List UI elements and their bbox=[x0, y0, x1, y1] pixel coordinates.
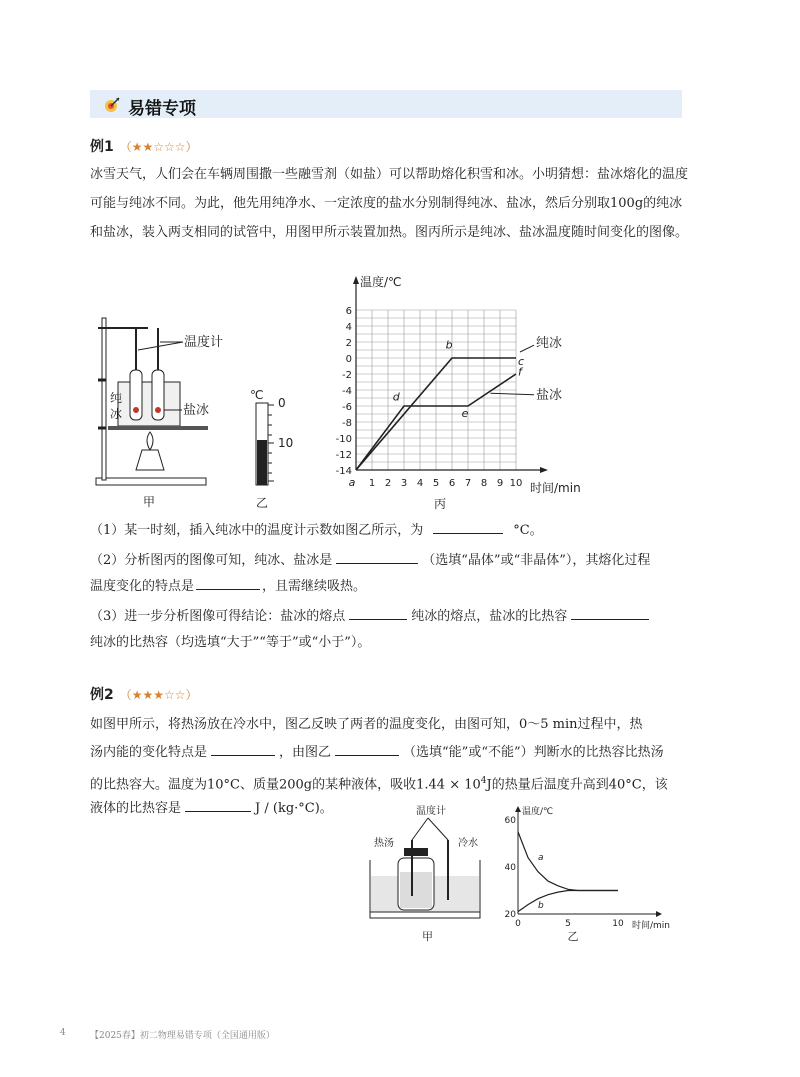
q2-text-d: ，且需继续吸热。 bbox=[262, 579, 367, 594]
x-axis-arrow bbox=[656, 911, 662, 917]
x-tick-label: 1 bbox=[368, 478, 376, 489]
x-axis-arrow bbox=[540, 467, 548, 473]
point-label-e: e bbox=[461, 407, 469, 421]
y-tick-label: 40 bbox=[504, 863, 516, 873]
e2-line3-sup: 4 bbox=[480, 776, 487, 786]
y-axis-label: 温度/℃ bbox=[360, 275, 402, 289]
q2-text-c: 温度变化的特点是 bbox=[90, 579, 195, 594]
target-dart-icon bbox=[102, 95, 122, 115]
e2-line2-b: ，由图乙 bbox=[279, 745, 332, 760]
q2-answer-blank-2[interactable] bbox=[196, 575, 260, 590]
q2-text-a: （2）分析图丙的图像可知，纯冰、盐冰是 bbox=[90, 553, 333, 568]
y-tick-label: 6 bbox=[345, 306, 352, 317]
figure-bing-caption: 丙 bbox=[433, 497, 447, 511]
series-label-a: a bbox=[538, 852, 544, 863]
x-axis-label: 时间/min bbox=[632, 921, 670, 931]
y-tick-label: 20 bbox=[504, 910, 516, 920]
pure-ice-label-2: 冰 bbox=[110, 407, 123, 421]
pure-ice-label-1: 纯 bbox=[110, 391, 123, 405]
example1-q2 bbox=[90, 548, 700, 574]
e2-answer-blank-3[interactable] bbox=[185, 797, 251, 812]
example1-number: 例1 bbox=[90, 139, 114, 155]
y-axis-arrow bbox=[515, 806, 521, 812]
salt-ice-label: 盐冰 bbox=[183, 403, 210, 418]
y-tick-label: -8 bbox=[342, 418, 352, 429]
x-tick-label: 10 bbox=[612, 919, 624, 929]
x-tick-label: 9 bbox=[496, 478, 504, 489]
e2-line2-c: （选填“能”或“不能”）判断水的比热容比热汤 bbox=[403, 745, 664, 760]
x-tick-label: 7 bbox=[464, 478, 472, 489]
y-tick-label: -12 bbox=[335, 450, 352, 461]
pure-ice-series-label: 纯冰 bbox=[536, 336, 563, 352]
example1-q3-cont: 纯冰的比热容（均选填“大于”“等于”或“小于”）。 bbox=[90, 635, 371, 650]
example2-line2 bbox=[90, 740, 700, 766]
pure-ice-leader bbox=[520, 345, 534, 352]
e2-line4-b: J / (kg·°C)。 bbox=[255, 801, 333, 816]
salt-ice-series-label: 盐冰 bbox=[536, 387, 563, 403]
figure-yi-caption: 乙 bbox=[256, 496, 269, 510]
example1-intro: 冰雪天气，人们会在车辆周围撒一些融雪剂（如盐）可以帮助熔化积雪和冰。小明猜想：盐冰熔化的温度可能与纯冰不同。为此，他先用纯净水、一定浓度的盐水分别制得纯冰、盐冰，然后分别取100g的纯冰和盐冰，装入两支相同的试管中，用图甲所示装置加热。图丙所示是纯冰、盐冰温度随时间变化的图像。 bbox=[90, 167, 689, 240]
x-axis-label: 时间/min bbox=[530, 481, 581, 495]
point-label-d: d bbox=[392, 390, 400, 404]
q3-text-b: 纯冰的熔点，盐冰的比热容 bbox=[411, 609, 568, 624]
example2-stars: （★★★☆☆） bbox=[119, 688, 198, 702]
point-label-c: c bbox=[518, 354, 525, 368]
series-label-b: b bbox=[538, 901, 544, 912]
x-tick-label: 0 bbox=[515, 919, 521, 929]
hot-soup-label: 热汤 bbox=[374, 838, 394, 849]
y-tick-label: 4 bbox=[345, 322, 352, 333]
e2-line3-a: 的比热容大。温度为10°C、质量200g的某种液体，吸收1.44 × 10 bbox=[90, 777, 481, 793]
e2-thermometer-label: 温度计 bbox=[416, 806, 446, 817]
q3-answer-blank-1[interactable] bbox=[349, 605, 407, 620]
example1-figure-jia bbox=[88, 310, 238, 510]
x-tick-label: 2 bbox=[384, 478, 392, 489]
q1-text-b: °C。 bbox=[513, 523, 543, 538]
example2-chart-yi bbox=[500, 800, 670, 945]
y-tick-label: -6 bbox=[342, 402, 352, 413]
yi-tick-bottom: 10 bbox=[278, 436, 294, 450]
q3-text-a: （3）进一步分析图像可得结论：盐冰的熔点 bbox=[90, 609, 346, 624]
y-tick-label: -10 bbox=[335, 434, 352, 445]
x-tick-label: 4 bbox=[416, 478, 424, 489]
yi-tick-top: 0 bbox=[278, 396, 286, 410]
y-axis-arrow bbox=[353, 276, 359, 284]
y-tick-label: -4 bbox=[342, 386, 352, 397]
x-tick-label: 6 bbox=[448, 478, 456, 489]
e2-line3-b: J的热量后温度升高到40°C，该 bbox=[486, 777, 668, 793]
example2-number: 例2 bbox=[90, 687, 114, 703]
q3-answer-blank-2[interactable] bbox=[571, 605, 649, 620]
yi-unit: ℃ bbox=[250, 388, 264, 402]
e2-figure-jia-caption: 甲 bbox=[422, 930, 433, 943]
example2-line1: 如图甲所示，将热汤放在冷水中，图乙反映了两者的温度变化，由图可知，0～5 min过程中，热 bbox=[90, 717, 643, 732]
figure-jia-caption: 甲 bbox=[143, 495, 156, 509]
y-tick-label: -2 bbox=[342, 370, 352, 381]
example1-label bbox=[90, 136, 198, 156]
e2-answer-blank-2[interactable] bbox=[335, 741, 399, 756]
x-tick-label: 3 bbox=[400, 478, 408, 489]
x-tick-label: 10 bbox=[509, 478, 523, 489]
x-tick-label: 8 bbox=[480, 478, 488, 489]
section-title: 易错专项 bbox=[128, 99, 196, 119]
thermometer-label: 温度计 bbox=[184, 335, 224, 350]
example1-stars: （★★☆☆☆） bbox=[119, 140, 198, 154]
cold-water-label: 冷水 bbox=[458, 838, 478, 849]
y-tick-label: 60 bbox=[504, 816, 516, 826]
y-tick-label: -14 bbox=[335, 466, 352, 477]
q2-answer-blank-1[interactable] bbox=[336, 549, 418, 564]
footer-text: 【2025春】初二物理易错专项（全国通用版） bbox=[90, 1031, 275, 1041]
x-tick-label: 5 bbox=[432, 478, 440, 489]
q2-text-b: （选填“晶体”或“非晶体”），其熔化过程 bbox=[422, 553, 651, 568]
x-tick-label: 5 bbox=[565, 919, 571, 929]
q1-answer-blank[interactable] bbox=[433, 519, 503, 534]
e2-figure-yi-caption: 乙 bbox=[567, 930, 579, 943]
y-tick-label: 0 bbox=[345, 354, 352, 365]
example1-chart-bing bbox=[320, 268, 620, 516]
salt-ice-leader bbox=[490, 393, 534, 395]
e2-line2-a: 汤内能的变化特点是 bbox=[90, 745, 208, 760]
y-axis-label: 温度/℃ bbox=[522, 807, 554, 817]
example2-label bbox=[90, 684, 198, 704]
y-tick-label: 2 bbox=[345, 338, 352, 349]
page-number: 4 bbox=[60, 1028, 66, 1038]
example1-q3 bbox=[90, 604, 700, 630]
example1-q2-cont bbox=[90, 574, 700, 600]
origin-label: a bbox=[348, 476, 356, 489]
e2-answer-blank-1[interactable] bbox=[211, 741, 275, 756]
series-line-b bbox=[518, 891, 618, 912]
point-label-f: f bbox=[518, 365, 522, 379]
series-line-a bbox=[518, 832, 618, 891]
example2-line3 bbox=[90, 768, 700, 798]
point-label-b: b bbox=[445, 338, 453, 352]
e2-line4-a: 液体的比热容是 bbox=[90, 801, 182, 816]
example1-q1 bbox=[90, 518, 700, 544]
example2-figure-jia bbox=[360, 800, 500, 945]
q1-text-a: （1）某一时刻，插入纯冰中的温度计示数如图乙所示，为 bbox=[90, 523, 424, 538]
example1-figure-yi bbox=[242, 385, 302, 510]
